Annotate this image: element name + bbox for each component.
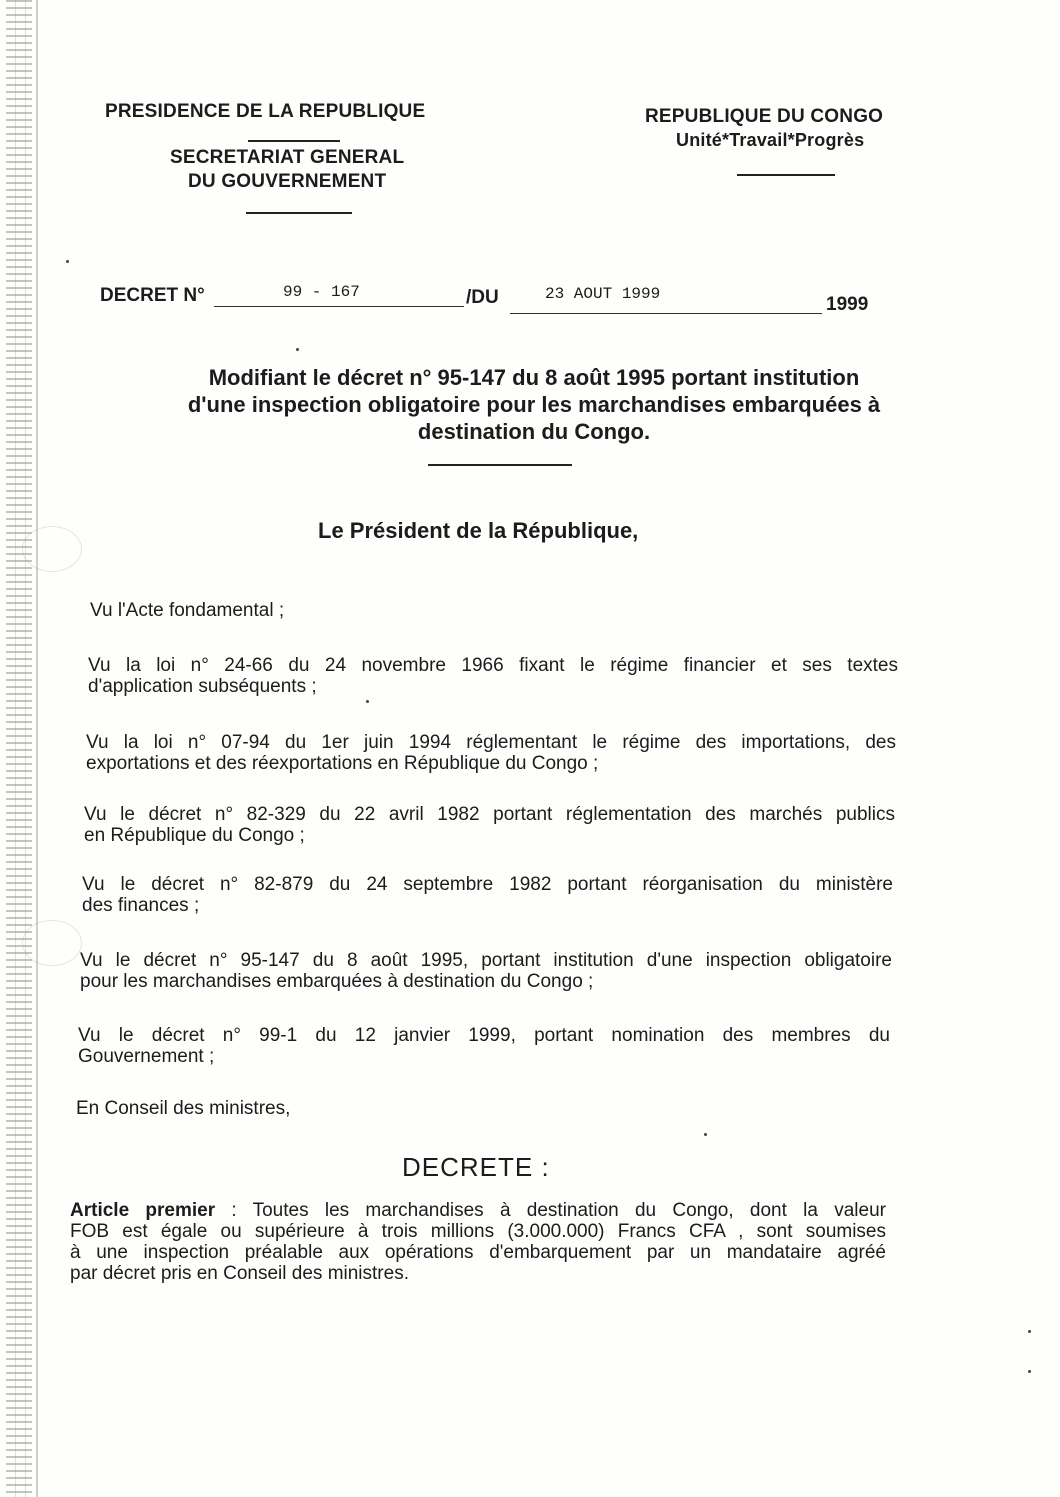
scan-speck — [366, 700, 369, 703]
scan-speck — [1028, 1330, 1031, 1333]
visa-paragraph — [90, 600, 890, 621]
punch-hole-mark — [22, 920, 82, 966]
decree-label: DECRET N° — [100, 285, 205, 306]
header-rule — [737, 174, 835, 176]
header-devise: Unité*Travail*Progrès — [676, 130, 865, 150]
decree-year: 1999 — [826, 294, 869, 315]
title-line: Modifiant le décret n° 95-147 du 8 août 1995 portant institution — [208, 365, 860, 390]
decree-du-label: /DU — [466, 287, 499, 308]
header-rule — [246, 212, 352, 214]
visa-paragraph — [80, 950, 892, 992]
visa-line: Vu le décret n° 95-147 du 8 août 1995, portant institution d'une inspection obligatoire — [80, 950, 892, 971]
decrete-heading: DECRETE : — [402, 1152, 550, 1182]
header-secretariat: SECRETARIAT GENERAL — [170, 147, 405, 168]
header-republique-congo: REPUBLIQUE DU CONGO — [645, 106, 884, 127]
visa-line: Vu l'Acte fondamental ; — [90, 600, 285, 621]
article-text: : Toutes les marchandises à destination du Congo, dont la valeur — [215, 1200, 886, 1221]
article-line — [70, 1200, 886, 1221]
visa-paragraph — [78, 1025, 890, 1067]
visa-line: Vu la loi n° 07-94 du 1er juin 1994 réglementant le régime des importations, des — [86, 732, 896, 753]
visa-paragraph — [84, 804, 895, 846]
article-premier — [70, 1200, 886, 1284]
scan-binding-line — [36, 0, 38, 1497]
visa-paragraph — [86, 732, 896, 774]
visa-line: des finances ; — [82, 895, 200, 916]
decree-title — [100, 364, 968, 445]
visa-line: Vu la loi n° 24-66 du 24 novembre 1966 fixant le régime financier et ses textes — [88, 655, 898, 676]
article-line: par décret pris en Conseil des ministres. — [70, 1263, 409, 1284]
council-line: En Conseil des ministres, — [76, 1098, 291, 1119]
visa-line: Vu le décret n° 99-1 du 12 janvier 1999, portant nomination des membres du — [78, 1025, 890, 1046]
decree-number: 99 - 167 — [283, 283, 360, 301]
visa-line: pour les marchandises embarquées à destination du Congo ; — [80, 971, 594, 992]
article-label: Article premier — [70, 1200, 216, 1221]
punch-hole-mark — [22, 526, 82, 572]
visa-line: en République du Congo ; — [84, 825, 305, 846]
header-gouvernement: DU GOUVERNEMENT — [188, 171, 387, 192]
visa-line: Vu le décret n° 82-329 du 22 avril 1982 portant réglementation des marchés publics — [84, 804, 895, 825]
visa-paragraph — [88, 655, 898, 697]
scan-speck — [66, 260, 69, 263]
visa-line: exportations et des réexportations en République du Congo ; — [86, 753, 599, 774]
visa-line: Gouvernement ; — [78, 1046, 215, 1067]
decree-date: 23 AOUT 1999 — [545, 285, 661, 303]
scan-speck — [296, 348, 299, 351]
decree-date-line — [510, 313, 822, 314]
scan-speck — [1028, 1370, 1031, 1373]
scan-speck — [704, 1133, 707, 1136]
president-heading: Le Président de la République, — [318, 518, 639, 543]
header-rule — [248, 140, 340, 142]
title-line: destination du Congo. — [417, 419, 651, 444]
scan-binding-edge — [6, 0, 32, 1497]
visa-line: d'application subséquents ; — [88, 676, 317, 697]
article-line: FOB est égale ou supérieure à trois millions (3.000.000) Francs CFA , sont soumises — [70, 1221, 886, 1242]
title-rule — [428, 464, 572, 466]
decree-number-line — [214, 306, 464, 307]
title-line: d'une inspection obligatoire pour les marchandises embarquées à — [187, 392, 881, 417]
article-line: à une inspection préalable aux opérations d'embarquement par un mandataire agréé — [70, 1242, 886, 1263]
header-presidence: PRESIDENCE DE LA REPUBLIQUE — [105, 101, 426, 122]
visa-line: Vu le décret n° 82-879 du 24 septembre 1982 portant réorganisation du ministère — [82, 874, 893, 895]
visa-paragraph — [82, 874, 893, 916]
